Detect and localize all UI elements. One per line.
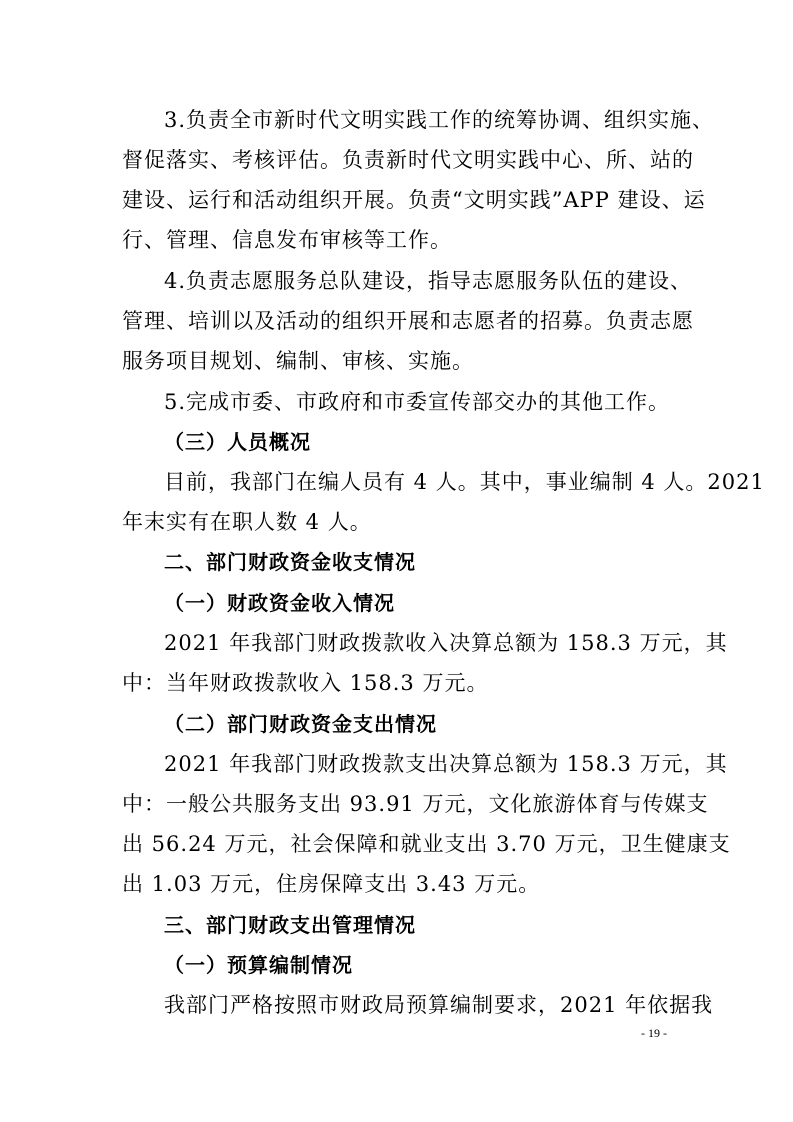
paragraph-line: 督促落实、考核评估。负责新时代文明实践中心、所、站的 [122, 148, 694, 172]
chapter-heading: 三、部门财政支出管理情况 [164, 913, 416, 937]
paragraph-line: 出 1.03 万元，住房保障支出 3.43 万元。 [122, 872, 541, 896]
section-heading: （三）人员概况 [164, 430, 311, 454]
section-heading: （一）财政资金收入情况 [164, 591, 395, 615]
paragraph-line: 管理、培训以及活动的组织开展和志愿者的招募。负责志愿 [122, 309, 694, 333]
section-heading: （二）部门财政资金支出情况 [164, 712, 437, 736]
page-number: - 19 - [641, 1026, 667, 1040]
paragraph-line: 4.负责志愿服务总队建设，指导志愿服务队伍的建设、 [164, 269, 693, 293]
section-heading: （一）预算编制情况 [164, 953, 353, 977]
paragraph-line: 出 56.24 万元，社会保障和就业支出 3.70 万元，卫生健康支 [122, 832, 731, 856]
paragraph-line: 我部门严格按照市财政局预算编制要求，2021 年依据我 [164, 993, 714, 1017]
paragraph-line: 2021 年我部门财政拨款支出决算总额为 158.3 万元，其 [164, 752, 728, 776]
paragraph-line: 中：当年财政拨款收入 158.3 万元。 [122, 671, 489, 695]
paragraph-line: 5.完成市委、市政府和市委宣传部交办的其他工作。 [164, 390, 671, 414]
paragraph-line: 2021 年我部门财政拨款收入决算总额为 158.3 万元，其 [164, 631, 728, 655]
paragraph-line: 目前，我部门在编人员有 4 人。其中，事业编制 4 人。2021 [164, 470, 765, 494]
paragraph-line: 3.负责全市新时代文明实践工作的统筹协调、组织实施、 [164, 108, 715, 132]
paragraph-line: 建设、运行和活动组织开展。负责“文明实践”APP 建设、运 [122, 188, 706, 212]
paragraph-line: 行、管理、信息发布审核等工作。 [122, 228, 452, 252]
paragraph-line: 中：一般公共服务支出 93.91 万元，文化旅游体育与传媒支 [122, 792, 709, 816]
paragraph-line: 年末实有在职人数 4 人。 [122, 510, 372, 534]
paragraph-line: 服务项目规划、编制、审核、实施。 [122, 349, 474, 373]
chapter-heading: 二、部门财政资金收支情况 [164, 550, 416, 574]
